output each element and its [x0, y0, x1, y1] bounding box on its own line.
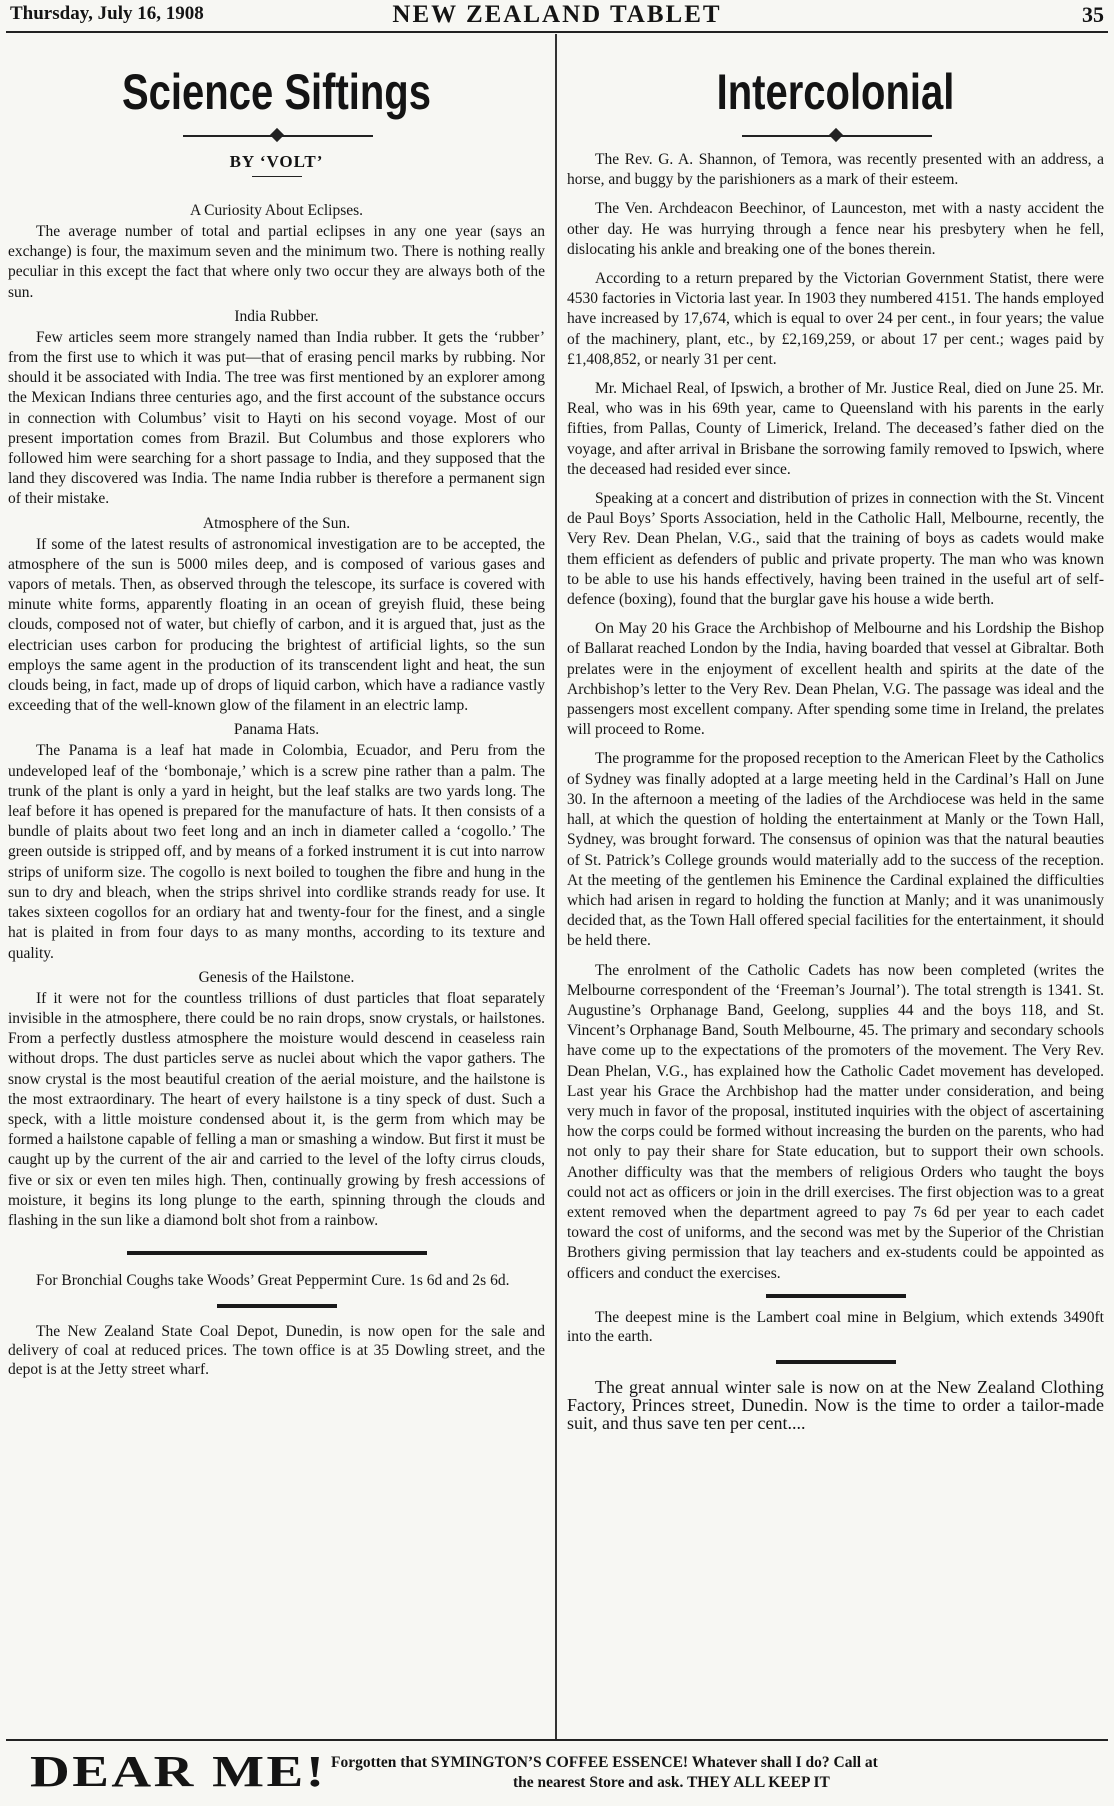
section-body: If some of the latest results of astronomical investigation are to be accepted, the atmosphere of the sun is 5000 miles deep, and is composed of various gases and vapors of metals. Then, as observed through the telescope, its surface is covered with minute white forms, apparently floating in an ocean of greyish fluid, these being clouds, composed not of water, but chiefly of carbon, and it is argued that, just as the electrician uses carbon for producing the brightest of artificial lights, so the sun employs the same agent in the production of its transcendent light and heat, the sun clouds being, in fact, made up of drops of liquid carbon, which have a radiance vastly exceeding that of the well-known glow of the filament in an electric lamp.: [8, 535, 545, 715]
footer-line-1: Forgotten that SYMINGTON’S COFFEE ESSENCE! Whatever shall I do? Call at: [331, 1754, 878, 1771]
footer-headline: DEAR ME!: [30, 1747, 327, 1796]
science-siftings-column: [8, 34, 545, 1379]
section-body: The average number of total and partial eclipses in any one year (says an exchange) is four, the maximum seven and the minimum two. There is nothing really peculiar in this except the fact that where only two occur they are always both of the sun.: [8, 223, 545, 301]
news-paragraph: The Rev. G. A. Shannon, of Temora, was recently presented with an address, a horse, and buggy by the parishioners as a mark of their esteem.: [567, 151, 1104, 189]
title-ornament: [8, 126, 545, 146]
page-number: 35: [1082, 2, 1104, 27]
section-heading: A Curiosity About Eclipses.: [189, 202, 364, 219]
column-title: Science Siftings: [122, 64, 431, 120]
winter-sale-advert: The great annual winter sale is now on at the New Zealand Clothing Factory, Princes street, Dunedin. Now is the time to order a tailor-made suit, and thus save ten per cent....: [567, 1376, 1104, 1433]
advert-rule: [776, 1360, 896, 1364]
page-header: [0, 0, 1114, 34]
coughs-advert: For Bronchial Coughs take Woods’ Great Peppermint Cure. 1s 6d and 2s 6d.: [36, 1272, 510, 1290]
diamond-icon: [829, 128, 843, 142]
footer-advert: [0, 1742, 1114, 1806]
issue-date: Thursday, July 16, 1908: [10, 3, 204, 24]
title-ornament: [567, 126, 1104, 146]
section-body: The Panama is a leaf hat made in Colombia, Ecuador, and Peru from the undeveloped leaf of the ‘bombonaje,’ which is a screw pine rather than a palm. The trunk of the plant is only a yard in height, but the leaf stalks are two yards long. The leaf before it has opened is prepared for the manufacture of hats. It then consists of a bundle of plaits about two feet long and an inch in diameter called a ‘cogollo.’ The green outside is stripped off, and by means of a forked instrument it is cut into narrow strips of uniform size. The cogollo is next boiled to toughen the fibre and hung in the sun to dry and bleach, when the strips shrivel into cordlike strands ready for use. It takes sixteen cogollos for an ordiary hat and twenty-four for the finest, and a single hat is plaited in from four days to as many months, according to its texture and quality.: [8, 742, 545, 962]
diamond-icon: [270, 128, 284, 142]
section-heading: India Rubber.: [234, 307, 319, 325]
news-paragraph: The Ven. Archdeacon Beechinor, of Launceston, met with a nasty accident the other day. He was hurrying through a fence near his presbytery when he fell, dislocating his ankle and breaking one of the bones therein.: [567, 200, 1104, 258]
masthead: NEW ZEALAND TABLET: [392, 1, 722, 28]
section-heading: Genesis of the Hailstone.: [198, 968, 355, 986]
news-paragraph: On May 20 his Grace the Archbishop of Melbourne and his Lordship the Bishop of Ballarat reached London by the India, having boarded that vessel at Gibraltar. Both prelates were in the enjoyment of excellent health and spirits at the date of the Archbishop’s letter to the Very Rev. Dean Phelan, V.G. The passage was ideal and the passengers most excellent company. After spending some time in Ireland, the prelates will proceed to Rome.: [567, 620, 1104, 739]
header-rule: [6, 31, 1108, 33]
news-paragraph: The enrolment of the Catholic Cadets has now been completed (writes the Melbourne correspondent of the ‘Freeman’s Journal’). The total strength is 1341. St. Augustine’s Orphanage Band, Geelong, supplies 44 and the boys 118, and St. Vincent’s Orphanage Band, South Melbourne, 45. The primary and secondary schools have come up to the expectations of the promoters of the movement. The Very Rev. Dean Phelan, V.G., has explained how the Catholic Cadet movement has developed. Last year his Grace the Archbishop had the matter under consideration, and being very much in favor of the proposal, instituted inquiries with the object of ascertaining how the corps could be formed without increasing the burden on the parents, who had not only to pay their share for State education, but to support their own schools. Another difficulty was that the members of religious Orders who taught the boys could not act as officers or join in the drill exercises. The first objection was to a great extent removed when the department agreed to pay 7s 6d per year to each cadet toward the cost of uniforms, and the second was met by the Superior of the Christian Brothers giving permission that lay teachers and ex-students could be appointed as officers and conduct the exercises.: [567, 961, 1104, 1282]
section-rule: [766, 1294, 906, 1298]
byline-rule: [252, 176, 302, 177]
section-heading: Atmosphere of the Sun.: [202, 514, 351, 532]
footer-line-2: the nearest Store and ask. THEY ALL KEEP IT: [513, 1774, 830, 1791]
news-paragraph: The programme for the proposed reception to the American Fleet by the Catholics of Sydney was finally adopted at a large meeting held in the Cardinal’s Hall on June 30. In the afternoon a meeting of the ladies of the Archdiocese was held in the same hall, at which the question of holding the entertainment at Manly or the Town Hall, Sydney, was brought forward. The consensus of opinion was that the natural beauties of St. Patrick’s College grounds would materially add to the success of the reception. At the meeting of the gentlemen his Eminence the Cardinal explained the difficulties which had arisen in regard to holding the function at Manly; and it was unanimously decided that, as the Town Hall offered special facilities for the entertainment, it should be held there.: [567, 750, 1104, 950]
section-heading: Panama Hats.: [233, 721, 320, 739]
column-divider: [555, 34, 557, 1739]
section-body: Few articles seem more strangely named than India rubber. It gets the ‘rubber’ from the first use to which it was put—that of erasing pencil marks by rubbing. Nor should it be associated with India. The tree was first mentioned by an explorer among the Mexican Indians three centuries ago, and the first account of the substance occurs in connection with Columbus’ visit to Hayti on his second voyage. Most of our present importation comes from Brazil. But Columbus and those explorers who followed him were searching for a short passage to India, and they supposed that the land they discovered was India. The name India rubber is therefore a permanent sign of their mistake.: [8, 328, 545, 508]
section-body: If it were not for the countless trillions of dust particles that float separately invisible in the atmosphere, there could be no rain drops, snow crystals, or hailstones. From a perfectly dustless atmosphere the moisture would descend in ceaseless rain without drops. The dust particles serve as nuclei about which the vapor gathers. The snow crystal is the most beautiful creation of the aerial moisture, and the hailstone is the most extraordinary. The heart of every hailstone is a tiny speck of dust. Such a speck, with a little moisture condensed about it, is the germ from which may be formed a hailstone capable of felling a man or smashing a window. But first it must be caught up by the current of the air and carried to the level of the lofty cirrus clouds, five or six or even ten miles high. Then, continually growing by fresh accessions of moisture, it begins its long plunge to the earth, spinning through the clouds and flashing in the sun like a diamond bolt shot from a rainbow.: [8, 989, 545, 1229]
footer-rule: [6, 1739, 1108, 1741]
news-paragraph: Mr. Michael Real, of Ipswich, a brother of Mr. Justice Real, died on June 25. Mr. Real, who was in his 69th year, came to Queensland with his parents in the early fifties, from Pallas, County of Limerick, Ireland. The deceased’s father died on the voyage, and after arrival in Brisbane the sorrowing family removed to Ipswich, where the deceased had resided ever since.: [567, 380, 1104, 478]
news-paragraph: Speaking at a concert and distribution of prizes in connection with the St. Vincent de Paul Boys’ Sports Association, held in the Catholic Hall, Melbourne, recently, the Very Rev. Dean Phelan, V.G., said that the training of boys as cadets would make them efficient as defenders of public and private property. The man who was known to be able to use his hands effectively, having been trained in the useful art of self-defence (boxing), found that the burglar gave his house a wide berth.: [567, 490, 1104, 609]
column-title: Intercolonial: [716, 64, 955, 120]
news-paragraph: According to a return prepared by the Victorian Government Statist, there were 4530 factories in Victoria last year. In 1903 they numbered 4151. The hands employed have increased by 17,674, which is equal to over 24 per cent., in four years; the value of the machinery, plant, etc., by £2,169,259, or about 17 per cent.; wages paid by £1,408,852, or nearly 31 per cent.: [567, 270, 1104, 368]
intercolonial-column: [567, 34, 1104, 1432]
section-rule: [127, 1251, 427, 1255]
coal-depot-advert: The New Zealand State Coal Depot, Dunedin, is now open for the sale and delivery of coal at reduced prices. The town office is at 35 Dowling street, and the depot is at the Jetty street wharf.: [8, 1323, 545, 1379]
advert-rule: [217, 1304, 337, 1308]
mine-advert: The deepest mine is the Lambert coal mine in Belgium, which extends 3490ft into the earth.: [567, 1308, 1104, 1345]
byline: BY ‘VOLT’: [229, 152, 324, 171]
